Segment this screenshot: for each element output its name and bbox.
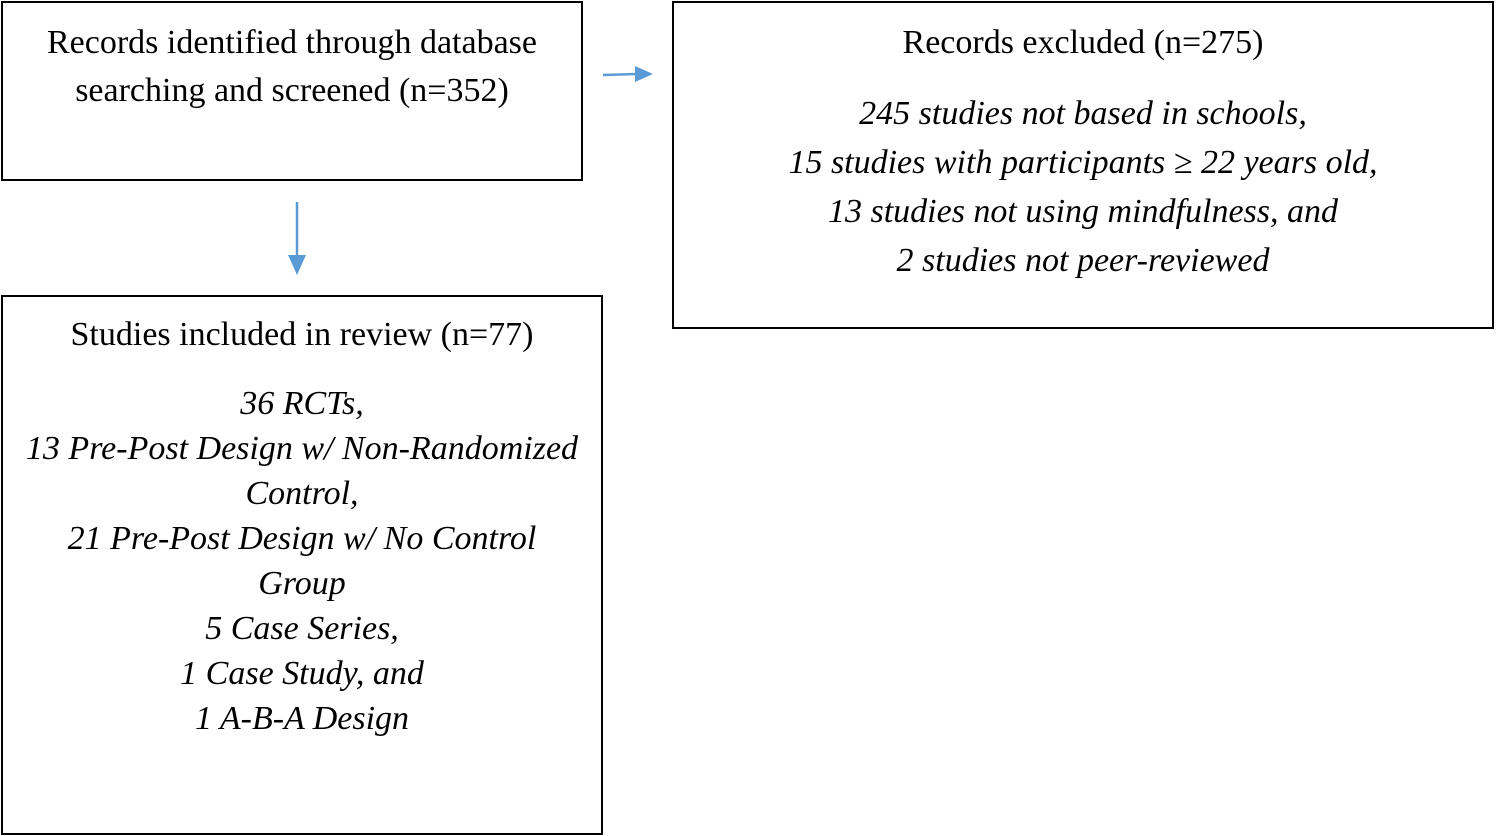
study-design-list [3, 381, 601, 741]
arrow-right-icon [603, 66, 653, 82]
identified-records-text: Records identified through database searching and screened (n=352) [46, 24, 537, 109]
excluded-reasons-list [674, 89, 1492, 285]
study-design-item: 1 Case Study, and [180, 655, 424, 692]
study-design-item: 36 RCTs, [240, 385, 364, 422]
study-design-item: 1 A-B-A Design [194, 700, 410, 737]
study-design-item: 21 Pre-Post Design w/ No Control Group [67, 520, 537, 602]
identified-records-box [1, 1, 583, 181]
included-studies-title: Studies included in review (n=77) [70, 316, 534, 353]
excluded-records-box [672, 1, 1494, 329]
included-studies-box [1, 295, 603, 835]
excluded-reason-item: 13 studies not using mindfulness, and [827, 193, 1339, 230]
study-design-item: 5 Case Series, [205, 610, 399, 647]
arrow-down-icon [288, 202, 306, 275]
excluded-reason-item: 245 studies not based in schools, [859, 95, 1307, 132]
excluded-records-title: Records excluded (n=275) [902, 24, 1264, 61]
excluded-reason-item: 2 studies not peer-reviewed [896, 242, 1270, 279]
excluded-reason-item: 15 studies with participants ≥ 22 years old, [788, 144, 1378, 181]
study-design-item: 13 Pre-Post Design w/ Non-Randomized Control, [25, 430, 579, 512]
